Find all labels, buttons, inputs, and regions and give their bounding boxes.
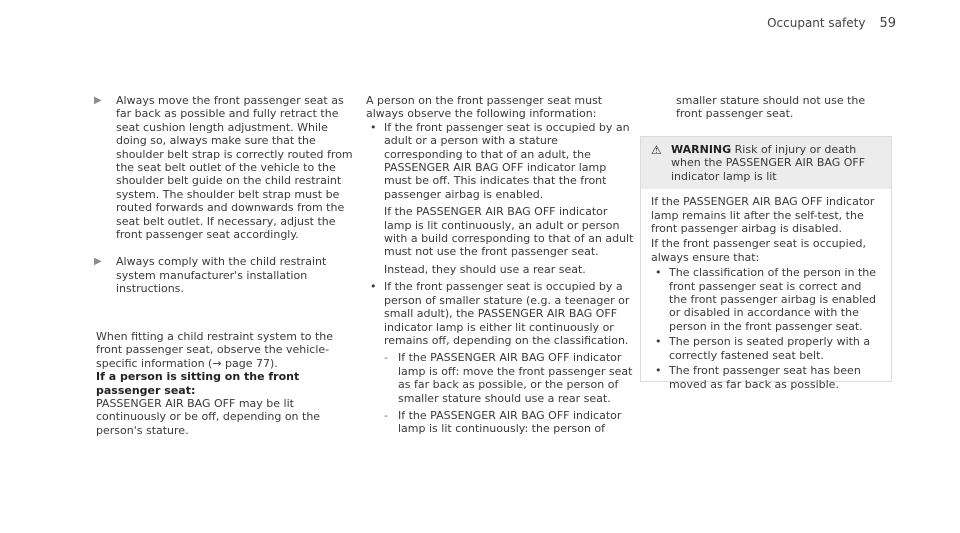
warning-triangle-icon: ⚠ [651, 143, 662, 157]
column-2 [366, 94, 636, 436]
bullet-dot-icon: • [655, 364, 662, 378]
dash-bullet-icon: - [384, 408, 388, 422]
list-item: • If the front passenger seat is occupied by an adult or a person with a stature corresponding to that of an adult, the PASSENGER AIR BAG OFF indicator lamp must be off. This indicates that the front passenger airbag is enabled. If the PASSENGER AIR BAG OFF indicator lamp is lit continuously, an adult or person with a build corresponding to that of an adult must not use the front passenger seat. Instead, they should use a rear seat. [366, 121, 636, 276]
triangle-bullet-icon: ▶ [94, 256, 102, 268]
bullet-dot-icon: • [655, 266, 662, 280]
column-3-continued: smaller stature should not use the front passenger seat. [676, 94, 866, 121]
paragraph: A person on the front passenger seat must always observe the following information: [366, 94, 603, 121]
triangle-bullet-icon: ▶ [94, 95, 102, 106]
list-item: • The person is seated properly with a correctly fastened seat belt. [651, 335, 881, 364]
bullet-dot-icon: • [370, 120, 377, 134]
column-1 [90, 94, 362, 310]
paragraph: PASSENGER AIR BAG OFF may be lit continuously or be off, depending on the person's stature. [96, 397, 321, 437]
list-item: • The classification of the person in the front passenger seat is correct and the front passenger airbag is enabled or disabled in accordance with the person in the front passenger seat. [651, 266, 881, 335]
warning-body: If the PASSENGER AIR BAG OFF indicator lamp remains lit after the self-test, the front passenger airbag is disabled. If the front passenger seat is occupied, always ensure that: • The classification of the person in the front passenger seat is correct and the front passenger airbag is enabled or disabled in accordance with the person in the front passenger seat. • The person is seated properly with a correctly fastened seat belt. • The front passenger seat has been moved as far back as possible. [641, 189, 891, 399]
list-item: • If the front passenger seat is occupied by a person of smaller stature (e.g. a teenager or small adult), the PASSENGER AIR BAG OFF indicator lamp is either lit continuously or remains off, depending on the classification. - If the PASSENGER AIR BAG OFF indicator lamp is off: move the front passenger seat as far back as possible, or the person of smaller stature should use a rear seat. - If the PASSENGER AIR BAG OFF indicator lamp is lit continuously: the person of [366, 280, 636, 435]
paragraph: When fitting a child restraint system to the front passenger seat, observe the vehicle-specific information (→ page 77). [96, 330, 334, 370]
list-item: ▶ Always move the front passenger seat as far back as possible and fully retract the seat cushion length adjustment. While doing so, always make sure that the shoulder belt strap is correctly routed from the seat belt outlet of the vehicle to the shoulder belt guide on the child restraint system. The shoulder belt strap must be routed forwards and downwards from the seat belt outlet. If necessary, adjust the front passenger seat accordingly. [90, 94, 362, 241]
sub-list-item: - If the PASSENGER AIR BAG OFF indicator lamp is off: move the front passenger seat as far back as possible, or the person of smaller stature should use a rear seat. [384, 351, 633, 405]
page-number: 59 [879, 16, 896, 31]
warning-title: Risk of injury or death when the PASSENGER AIR BAG OFF indicator lamp is lit [671, 143, 866, 183]
bullet-dot-icon: • [655, 335, 662, 349]
bullet-dot-icon: • [370, 280, 377, 294]
warning-header [641, 137, 891, 189]
section-title: Occupant safety [767, 16, 866, 30]
warning-label: WARNING [671, 143, 732, 156]
page-header [767, 16, 896, 31]
bold-heading: If a person is sitting on the front passenger seat: [96, 370, 300, 397]
sub-list-item: - If the PASSENGER AIR BAG OFF indicator lamp is lit continuously: the person of [384, 408, 622, 436]
warning-box [640, 136, 892, 391]
list-item: • The front passenger seat has been moved as far back as possible. [651, 364, 881, 393]
list-item: ▶ Always comply with the child restraint system manufacturer's installation instructions. [90, 255, 362, 295]
column-1-lower [96, 330, 358, 437]
dash-bullet-icon: - [384, 351, 388, 365]
